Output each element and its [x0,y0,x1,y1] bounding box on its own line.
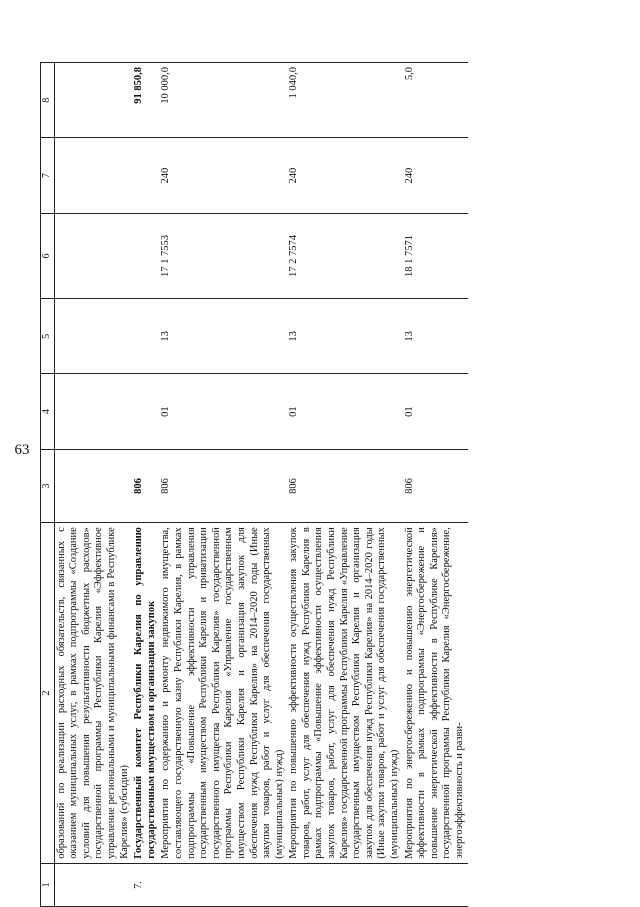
row-number [54,863,132,906]
row-target-article [54,213,132,298]
header-col-5: 5 [41,299,55,374]
row-subsection: 13 [287,299,402,374]
row-number [159,863,287,906]
row-expense-type: 240 [159,138,287,213]
row-section: 01 [403,374,468,449]
table-row [132,63,159,907]
header-col-2: 2 [41,523,55,864]
row-number [287,863,402,906]
row-amount: 1 040,0 [287,63,402,138]
row-section [54,374,132,449]
row-number [403,863,468,906]
row-admin-code: 806 [159,449,287,522]
header-col-7: 7 [41,138,55,213]
row-expense-type: 240 [403,138,468,213]
row-section: 01 [159,374,287,449]
row-amount: 5,0 [403,63,468,138]
row-description: Мероприятия по повышению эффективности осуществления закупок товаров, работ, услуг для обеспечения нужд Республики Карелия в рамках подпрограммы «Повышение эффективности осуществления закупок товаров, работ, услуг для обеспечения нужд Республики Карелия» государственной программы Республики Карелия «Управление государственным имуществом Республики Карелия и организация закупок для обеспечения нужд Республики Карелия» на 2014–2020 годы (Иные закупки товаров, работ и услуг для обеспечения государственных (муниципальных) нужд) [287,523,402,864]
row-expense-type [54,138,132,213]
table-row [403,63,468,907]
table-header-row [41,63,55,907]
row-subsection: 13 [403,299,468,374]
row-expense-type: 240 [287,138,402,213]
row-subsection: 13 [159,299,287,374]
page-number: 63 [14,442,30,458]
row-expense-type [132,138,159,213]
row-section [132,374,159,449]
row-description: Государственный комитет Республики Карелия по управлению государственным имуществом и организации закупок [132,523,159,864]
row-description: Мероприятия по энергосбережению и повышению энергетической эффективности в рамках подпрограммы «Энергосбережение и повышение энергетической эффективности в Республике Карелия» государственной программы Республики Карелия «Энергосбережение, энергоэффективность и разви- [403,523,468,864]
row-target-article [132,213,159,298]
header-col-6: 6 [41,213,55,298]
table-row [54,63,132,907]
row-admin-code: 806 [403,449,468,522]
row-description: Мероприятия по содержанию и ремонту недвижимого имущества, составляющего государственную казну Республики Карелия, в рамках подпрограммы «Повышение эффективности управления государственным имуществом Республики Карелия и приватизации государственного имущества Республики Карелия» государственной программы Республики Карелия «Управление государственным имуществом Республики Карелия и организация закупок для обеспечения нужд Республики Карелия» на 2014–2020 годы (Иные закупки товаров, работ и услуг для обеспечения государственных (муниципальных) нужд) [159,523,287,864]
row-target-article: 17 1 7553 [159,213,287,298]
row-admin-code [54,449,132,522]
header-col-1: 1 [41,863,55,906]
row-section: 01 [287,374,402,449]
row-number: 7. [132,863,159,906]
row-amount [54,63,132,138]
row-amount: 10 000,0 [159,63,287,138]
header-col-8: 8 [41,63,55,138]
row-description: образований по реализации расходных обязательств, связанных с оказанием муниципальных услуг, в рамках подпрограммы «Создание условий для повышения результативности бюджетных расходов» государственной программы Республики Карелия «Эффективное управление региональными и муниципальными финансами в Республике Карелия» (субсидии) [54,523,132,864]
header-col-3: 3 [41,449,55,522]
table-row [287,63,402,907]
rotated-page [40,2,640,907]
table-row [159,63,287,907]
header-col-4: 4 [41,374,55,449]
row-target-article: 18 1 7571 [403,213,468,298]
row-target-article: 17 2 7574 [287,213,402,298]
row-subsection [132,299,159,374]
row-amount: 91 850,8 [132,63,159,138]
row-admin-code: 806 [132,449,159,522]
row-subsection [54,299,132,374]
budget-table [40,62,468,907]
row-admin-code: 806 [287,449,402,522]
